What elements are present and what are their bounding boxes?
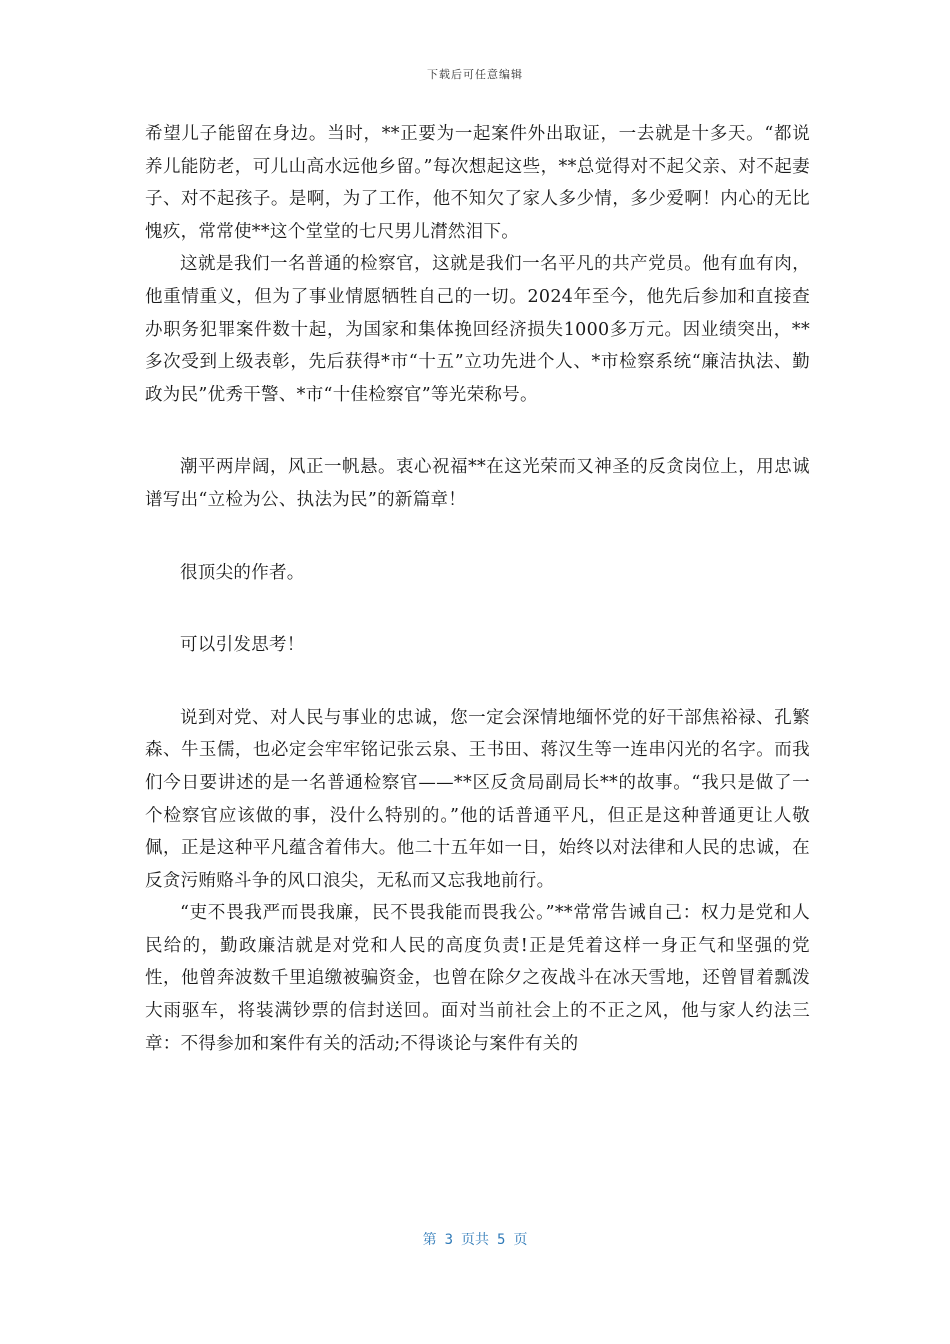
footer-total-pages: 5 <box>497 1232 506 1248</box>
paragraph-comment-author: 很顶尖的作者。 <box>180 562 305 583</box>
page-footer <box>0 1229 950 1249</box>
paragraph-loyalty-intro: 说到对党、对人民与事业的忠诚，您一定会深情地缅怀党的好干部焦裕禄、孔繁森、牛玉儒，也必定会牢牢铭记张云泉、王书田、蒋汉生等一连串闪光的名字。而我们今日要讲述的是一名普通检察官——**区反贪局副局长**的故事。“我只是做了一个检察官应该做的事，没什么特别的。”他的话普通平凡，但正是这种普通更让人敬佩，正是这种平凡蕴含着伟大。他二十五年如一日，始终以对法律和人民的忠诚，在反贪污贿赂斗争的风口浪尖，无私而又忘我地前行。 <box>145 707 810 891</box>
footer-middle: 页共 <box>461 1232 489 1248</box>
paragraph-blessing: 潮平两岸阔，风正一帆悬。衷心祝福**在这光荣而又神圣的反贪岗位上，用忠诚谱写出“立检为公、执法为民”的新篇章！ <box>145 457 810 510</box>
footer-suffix: 页 <box>513 1232 528 1248</box>
footer-current-page: 3 <box>444 1232 453 1248</box>
paragraph-comment-thought: 可以引发思考！ <box>180 635 305 656</box>
paragraph-integrity: “吏不畏我严而畏我廉，民不畏我能而畏我公。”**常常告诫自己：权力是党和人民给的，勤政廉洁就是对党和人民的高度负责!正是凭着这样一身正气和坚强的党性，他曾奔波数千里追缴被骗资金，也曾在除夕之夜战斗在冰天雪地，还曾冒着瓢泼大雨驱车，将装满钞票的信封送回。面对当前社会上的不正之风，他与家人约法三章：不得参加和案件有关的活动;不得谈论与案件有关的 <box>145 903 810 1054</box>
document-body <box>145 118 810 1060</box>
paragraph-continuation: 希望儿子能留在身边。当时，**正要为一起案件外出取证，一去就是十多天。“都说养儿能防老，可儿山高水远他乡留。”每次想起这些，**总觉得对不起父亲、对不起妻子、对不起孩子。是啊，为了工作，他不知欠了家人多少情，多少爱啊！内心的无比愧疚，常常使**这个堂堂的七尺男儿潸然泪下。 <box>145 124 810 242</box>
page-header: 下载后可任意编辑 <box>427 68 523 81</box>
footer-prefix: 第 <box>422 1232 437 1248</box>
paragraph-prosecutor-summary: 这就是我们一名普通的检察官，这就是我们一名平凡的共产党员。他有血有肉，他重情重义，但为了事业情愿牺牲自己的一切。2024年至今，他先后参加和直接查办职务犯罪案件数十起，为国家和集体挽回经济损失1000多万元。因业绩突出，**多次受到上级表彰，先后获得*市“十五”立功先进个人、*市检察系统“廉洁执法、勤政为民”优秀干警、*市“十佳检察官”等光荣称号。 <box>145 254 810 405</box>
